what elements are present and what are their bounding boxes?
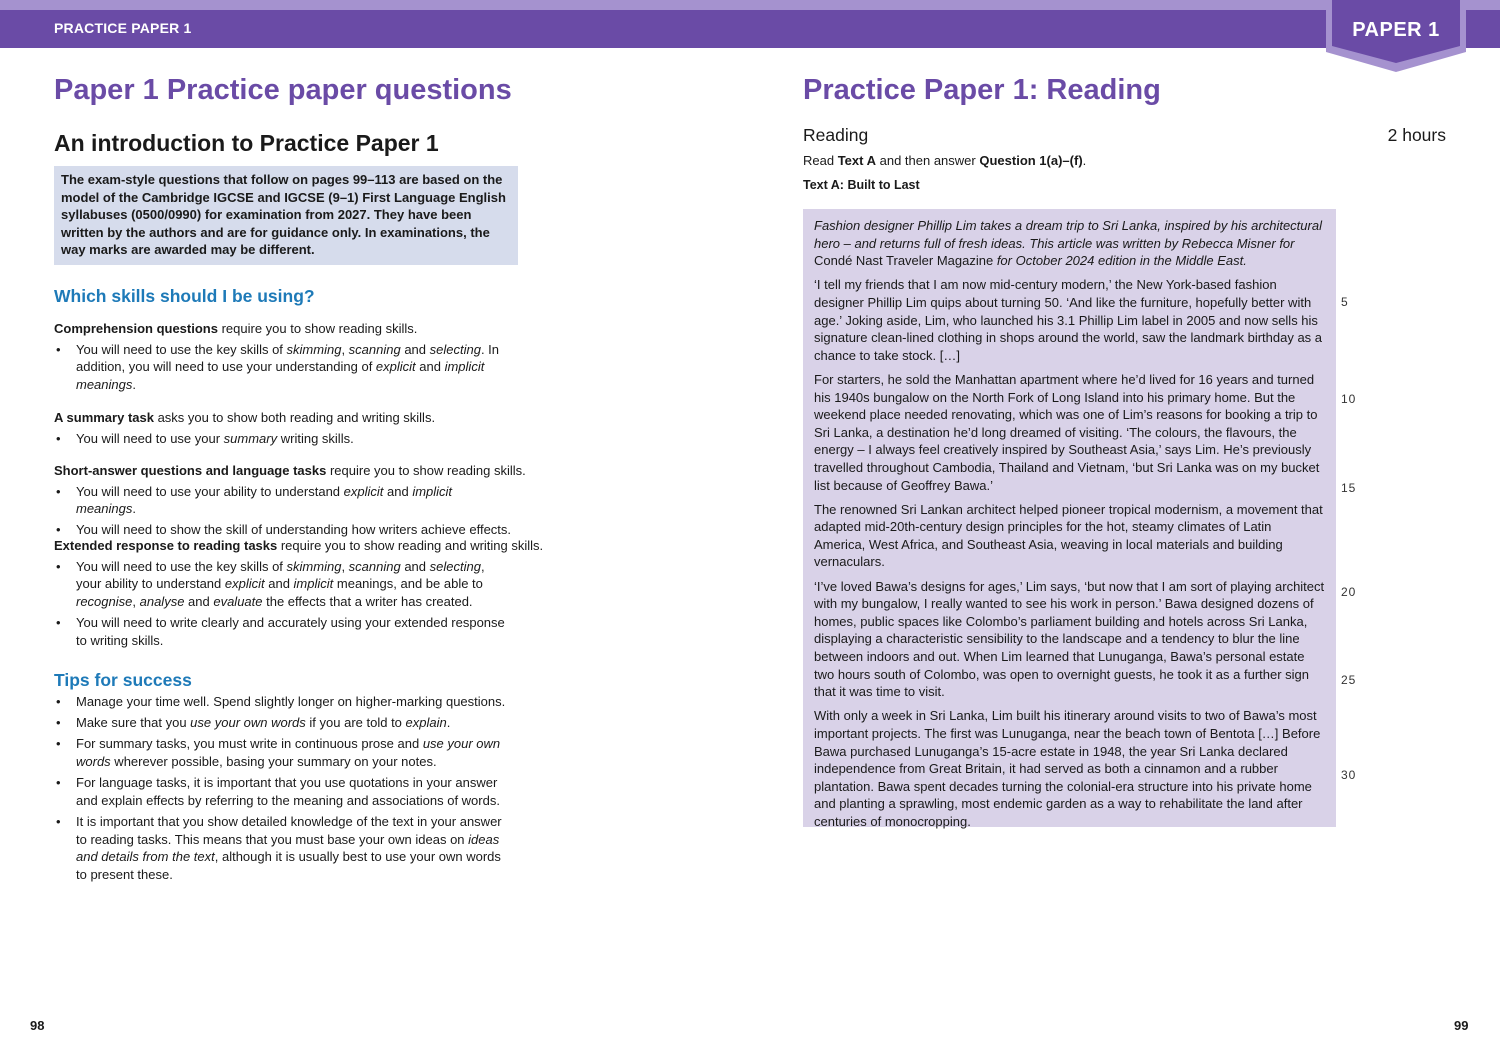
- tips-block: [54, 693, 554, 887]
- summary-block: [54, 409, 554, 451]
- line-number: 15: [1341, 481, 1357, 495]
- short-answer-intro: [54, 462, 554, 480]
- top-accent-strip: [0, 0, 1500, 10]
- section-heading: Reading: [803, 125, 869, 145]
- extended-intro: [54, 537, 554, 555]
- skills-heading: Which skills should I be using?: [54, 286, 315, 306]
- text-span: require you to show reading skills.: [326, 463, 526, 478]
- bullet-list: [54, 430, 554, 448]
- list-item: • For summary tasks, you must write in continuous prose and use your own words wherever possible, basing your summary on your notes.: [76, 735, 512, 770]
- line-number: 10: [1341, 392, 1357, 406]
- bullet-list: [54, 558, 554, 650]
- list-item: • It is important that you show detailed knowledge of the text in your answer to reading tasks. This means that you must base your own ideas on ideas and details from the text, although it is usually best to use your own words to present these.: [76, 813, 512, 883]
- passage-paragraph: ‘I’ve loved Bawa’s designs for ages,’ Lim says, ‘but now that I am sort of playing architect with my bungalow, I really wanted to see his work in person.’ Bawa designed dozens of homes, public spaces like Colombo’s parliament building and hotels across Sri Lanka, displaying a characteristic sensibility to the landscape and a tendency to blur the line between indoors and out. When Lim learned that Lunuganga, Bawa’s personal estate two hours south of Colombo, was open to overnight guests, he took it as a further sign that it was time to visit.: [814, 578, 1325, 700]
- extended-block: [54, 537, 554, 653]
- page-title: Paper 1 Practice paper questions: [54, 74, 512, 106]
- list-item: • You will need to write clearly and accurately using your extended response to writing skills.: [76, 614, 512, 649]
- list-item: • For language tasks, it is important that you use quotations in your answer and explain effects by referring to the meaning and associations of words.: [76, 774, 512, 809]
- tips-heading: Tips for success: [54, 670, 192, 690]
- list-item: • You will need to use your summary writing skills.: [76, 430, 512, 448]
- term-label: A summary task: [54, 410, 154, 425]
- text-span: asks you to show both reading and writing skills.: [153, 410, 436, 425]
- list-item: • You will need to use the key skills of skimming, scanning and selecting, your ability to understand explicit and implicit meanings, and be able to recognise, analyse and evaluate the effects that a writer has created.: [76, 558, 512, 611]
- term-label: Comprehension questions: [54, 321, 218, 336]
- text-span: require you to show reading and writing skills.: [277, 538, 544, 553]
- passage-paragraph: For starters, he sold the Manhattan apartment where he’d lived for 16 years and turned his 1940s bungalow on the North Fork of Long Island into his primary home. But the weekend place needed renovating, which was one of Lim’s reasons for booking a trip to Sri Lanka, a destination he’d long dreamed of visiting. ‘The colours, the flavours, the energy – I always feel creatively inspired by Southeast Asia,’ says Lim. He’s previously travelled throughout Cambodia, Thailand and Vietnam, ‘but Sri Lanka was on my bucket list because of Geoffrey Bawa.’: [814, 371, 1320, 493]
- passage-paragraph: The renowned Sri Lankan architect helped pioneer tropical modernism, a movement that adapted mid-20th-century design principles for the hot, steamy climates of Latin America, West Africa, and Southeast Asia, weaving in local materials and building vernaculars.: [814, 501, 1323, 570]
- running-header: PRACTICE PAPER 1: [54, 20, 192, 36]
- line-number: 5: [1341, 295, 1349, 309]
- line-number: 30: [1341, 768, 1357, 782]
- comprehension-intro: [54, 320, 554, 338]
- comprehension-block: [54, 320, 554, 397]
- header-bar: [0, 10, 1500, 48]
- list-item: • You will need to show the skill of understanding how writers achieve effects.: [76, 521, 512, 539]
- bullet-list: [54, 483, 554, 539]
- page-number-left: 98: [30, 1018, 45, 1033]
- text-span: require you to show reading skills.: [217, 321, 418, 336]
- text-a-title: Text A: Built to Last: [803, 178, 920, 192]
- section-title: An introduction to Practice Paper 1: [54, 130, 439, 156]
- passage-intro: Fashion designer Phillip Lim takes a dream trip to Sri Lanka, inspired by his architectural hero – and returns full of fresh ideas. This article was written by Rebecca Misner for Condé Nast Traveler Magazine for October 2024 edition in the Middle East.: [814, 218, 1322, 269]
- term-label: Extended response to reading tasks: [54, 538, 278, 553]
- list-item: • Make sure that you use your own words if you are told to explain.: [76, 714, 512, 732]
- line-number: 25: [1341, 673, 1357, 687]
- paper-tab-label: PAPER 1: [1352, 19, 1440, 41]
- note-box: The exam-style questions that follow on pages 99–113 are based on the model of the Cambridge IGCSE and IGCSE (9–1) First Language English syllabuses (0500/0990) for examination from 2027. They have been written by the authors and are for guidance only. In examinations, the way marks are awarded may be different.: [54, 166, 518, 265]
- tips-list: [54, 693, 554, 883]
- reading-passage: [803, 209, 1336, 827]
- reading-title: Practice Paper 1: Reading: [803, 74, 1161, 106]
- list-item: • You will need to use the key skills of skimming, scanning and selecting. In addition, you will need to use your understanding of explicit and implicit meanings.: [76, 341, 512, 394]
- instruction-line: Read Text A and then answer Question 1(a)–(f).: [803, 153, 1087, 168]
- short-answer-block: [54, 462, 554, 543]
- page-number-right: 99: [1454, 1018, 1469, 1033]
- passage-paragraph: ‘I tell my friends that I am now mid-century modern,’ the New York-based fashion designer Phillip Lim quips about turning 50. ‘And like the furniture, hopefully better with age.’ Joking aside, Lim, who launched his 3.1 Phillip Lim label in 2005 and now sells his signature clean-lined clothing in shops around the world, saw the landmark birthday as a chance to take stock. […]: [814, 277, 1323, 363]
- summary-intro: [54, 409, 554, 427]
- list-item: • You will need to use your ability to understand explicit and implicit meanings.: [76, 483, 512, 518]
- passage-paragraph: With only a week in Sri Lanka, Lim built his itinerary around visits to two of Bawa’s most important projects. The first was Lunuganga, near the beach town of Bentota […] Before Bawa purchased Lunuganga’s 15-acre estate in 1948, the year Sri Lanka declared independence from Great Britain, it had served as both a cinnamon and a rubber plantation. Bawa spent decades turning the colonial-era structure into his private home and planting a sprawling, most endemic garden as a way to rehabilitate the land after centuries of monocropping.: [814, 708, 1321, 829]
- line-number: 20: [1341, 585, 1357, 599]
- list-item: • Manage your time well. Spend slightly longer on higher-marking questions.: [76, 693, 512, 711]
- term-label: Short-answer questions and language tasks: [54, 463, 327, 478]
- bullet-list: [54, 341, 554, 394]
- time-allowed: 2 hours: [1387, 125, 1446, 145]
